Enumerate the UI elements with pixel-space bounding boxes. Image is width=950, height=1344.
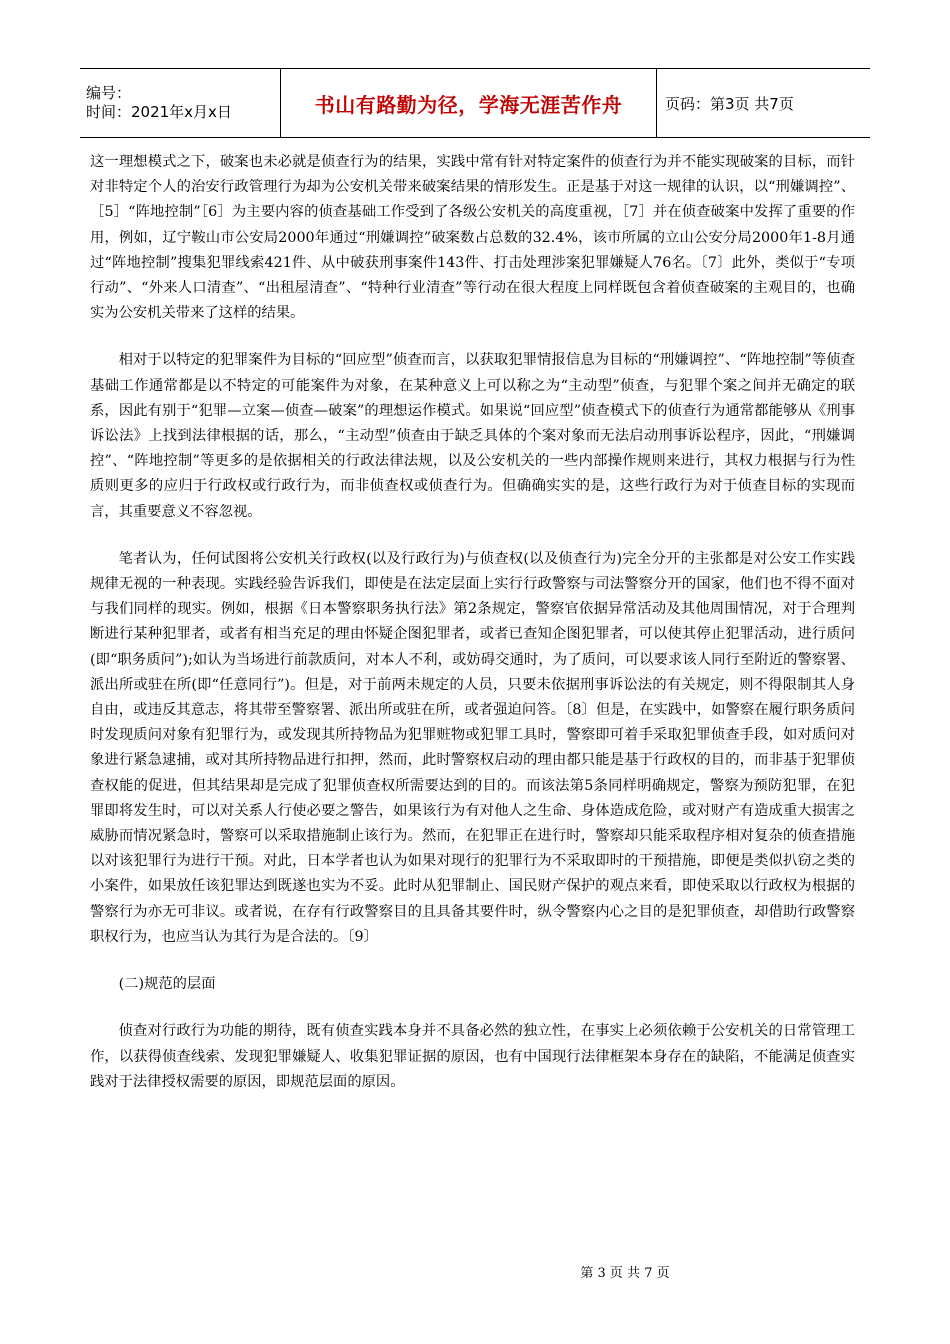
paragraph-3: 笔者认为，任何试图将公安机关行政权(以及行政行为)与侦查权(以及侦查行为)完全分开的主张都是对公安工作实践规律无视的一种表现。实践经验告诉我们，即使是在法定层面上实行行政警察与司法警察分开的国家，他们也不得不面对与我们同样的现实。例如，根据《日本警察职务执行法》第2条规定，警察官依据异常活动及其他周围情况，对于合理判断进行某种犯罪者，或者有相当充足的理由怀疑企图犯罪者，或者已查知企图犯罪者，可以使其停止犯罪活动，进行质问(即“职务质问”);如认为当场进行前款质问，对本人不利，或妨碍交通时，为了质问，可以要求该人同行至附近的警察署、派出所或驻在所(即“任意同行”)。但是，对于前两未规定的人员，只要未依据刑事诉讼法的有关规定，则不得限制其人身自由，或违反其意志，将其带至警察署、派出所或驻在所，或者强迫问答。〔8〕但是，在实践中，如警察在履行职务质问时发现质问对象有犯罪行为，或发现其所持物品为犯罪赃物或犯罪工具时，警察即可着手采取犯罪侦查手段，如对质问对象进行紧急逮捕，或对其所持物品进行扣押，然而，此时警察权启动的理由都只能是基于行政权的目的，而非基于犯罪侦查权能的促进，但其结果却是完成了犯罪侦查权所需要达到的目的。而该法第5条同样明确规定，警察为预防犯罪，在犯罪即将发生时，可以对关系人行使必要之警告，如果该行为有对他人之生命、身体造成危险，或对财产有造成重大损害之威胁而情况紧急时，警察可以采取措施制止该行为。然而，在犯罪正在进行时，警察却只能采取程序相对复杂的侦查措施以对该犯罪行为进行干预。对此，日本学者也认为如果对现行的犯罪行为不采取即时的干预措施，即便是类似扒窃之类的小案件，如果放任该犯罪达到既遂也实为不妥。此时从犯罪制止、国民财产保护的观点来看，即使采取以行政权为根据的警察行为亦无可非议。或者说，在存有行政警察目的且具备其要件时，纵令警察内心之目的是犯罪侦查，却借助行政警察职权行为，也应当认为其行为是合法的。〔9〕	[90, 550, 855, 945]
document-body	[90, 150, 855, 1117]
paragraph-1: 这一理想模式之下，破案也未必就是侦查行为的结果，实践中常有针对特定案件的侦查行为并不能实现破案的目标，而针对非特定个人的治安行政管理行为却为公安机关带来破案结果的情形发生。正是基于对这一规律的认识，以“刑嫌调控”、［5］“阵地控制”［6］为主要内容的侦查基础工作受到了各级公安机关的高度重视，［7］并在侦查破案中发挥了重要的作用，例如，辽宁鞍山市公安局2000年通过“刑嫌调控”破案数占总数的32.4%，该市所属的立山公安分局2000年1-8月通过“阵地控制”搜集犯罪线索421件、从中破获刑事案件143件、打击处理涉案犯罪嫌疑人76名。〔7〕此外，类似于“专项行动”、“外来人口清查”、“出租屋清查”、“特种行业清查”等行动在很大程度上同样既包含着侦查破案的主观目的，也确实为公安机关带来了这样的结果。	[90, 154, 855, 322]
document-header	[80, 68, 870, 138]
header-motto: 书山有路勤为径，学海无涯苦作舟	[281, 69, 657, 137]
page-footer: 第 3 页 共 7 页	[580, 1266, 670, 1281]
header-page-label: 页码：第3页 共7页	[665, 94, 794, 113]
code-label: 编号：	[86, 84, 132, 102]
header-meta	[80, 69, 281, 137]
date-label: 时间：2021年x月x日	[86, 103, 232, 121]
paragraph-2: 相对于以特定的犯罪案件为目标的“回应型”侦查而言，以获取犯罪情报信息为目标的“刑嫌调控”、“阵地控制”等侦查基础工作通常都是以不特定的可能案件为对象，在某种意义上可以称之为“主动型”侦查，与犯罪个案之间并无确定的联系，因此有别于“犯罪—立案—侦查—破案”的理想运作模式。如果说“回应型”侦查模式下的侦查行为通常都能够从《刑事诉讼法》上找到法律根据的话，那么，“主动型”侦查由于缺乏具体的个案对象而无法启动刑事诉讼程序，因此，“刑嫌调控”、“阵地控制”等更多的是依据相关的行政法律法规，以及公安机关的一些内部操作规则来进行，其权力根据与行为性质则更多的应归于行政权或行政行为，而非侦查权或侦查行为。但确确实实的是，这些行政行为对于侦查目标的实现而言，其重要意义不容忽视。	[90, 352, 855, 520]
paragraph-4: 侦查对行政行为功能的期待，既有侦查实践本身并不具备必然的独立性，在事实上必须依赖于公安机关的日常管理工作，以获得侦查线索、发现犯罪嫌疑人、收集犯罪证据的原因，也有中国现行法律框架本身存在的缺陷，不能满足侦查实践对于法律授权需要的原因，即规范层面的原因。	[90, 1023, 855, 1090]
section-heading: (二)规范的层面	[118, 976, 216, 993]
